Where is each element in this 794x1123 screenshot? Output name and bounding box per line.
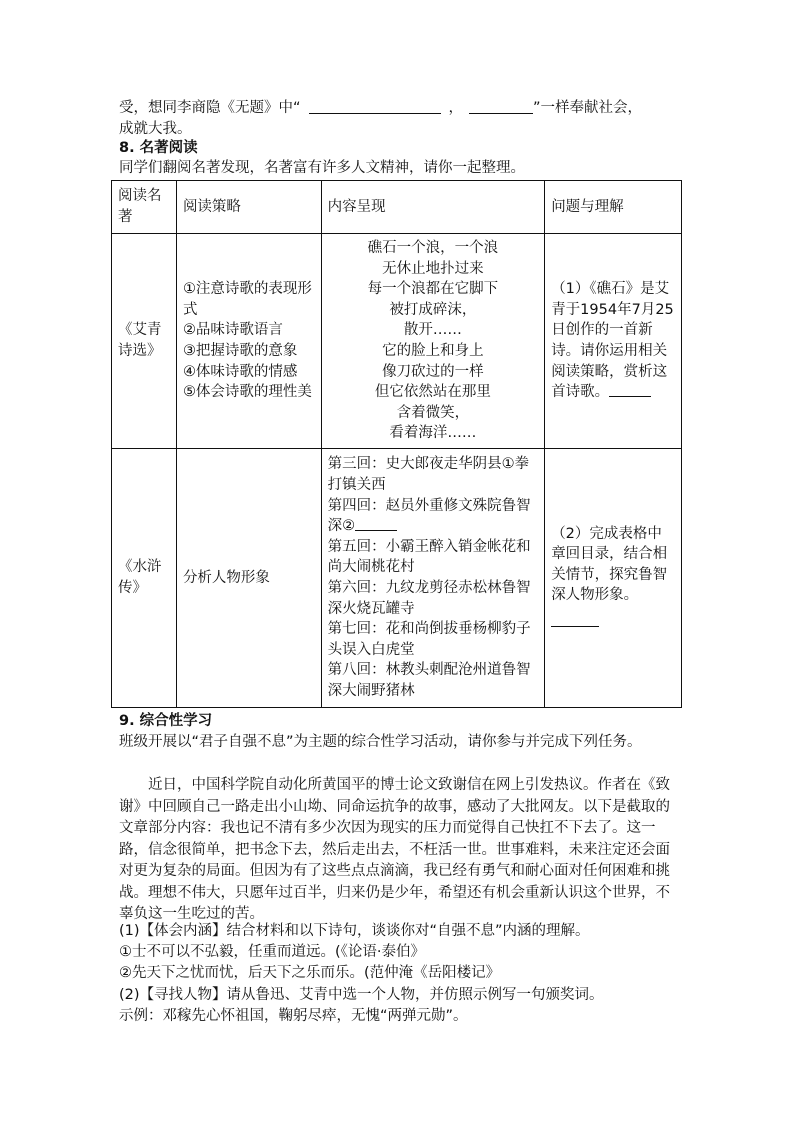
chapter-list xyxy=(321,449,545,708)
chapter-text: 第四回：赵员外重修文殊院鲁智深② xyxy=(327,497,531,535)
poem-line: 像刀砍过的一样 xyxy=(382,363,484,380)
poem-line: 被打成碎沫， xyxy=(389,301,477,318)
question-1-cell xyxy=(545,234,682,449)
reading-table xyxy=(111,180,682,708)
question-2-cell xyxy=(545,449,682,708)
section9-intro: 班级开展以“君子自强不息”为主题的综合性学习活动，请你参与并完成下列任务。 xyxy=(119,734,642,750)
header-book: 阅读名著 xyxy=(112,181,177,234)
strategy-analyze: 分析人物形象 xyxy=(176,449,321,708)
top-line-1 xyxy=(119,98,642,118)
section9-material: 近日，中国科学院自动化所黄国平的博士论文致谢信在网上引发热议。作者在《致谢》中回顾自己一路走出小山坳、同命运抗争的故事，感动了大批网友。以下是截取的文章部分内容：我也记不清有多少次因为现实的压力而觉得自己快扛不下去了。这一路，信念很简单，把书念下去，然后走出去，不枉活一世。世事难料，未来注定还会面对更为复杂的局面。但因为有了这些点点滴滴，我已经有勇气和耐心面对任何困难和挑战。理想不伟大，只愿年过百半，归来仍是少年，希望还有机会重新认识这个世界，不辜负这一生吃过的苦。 xyxy=(119,777,670,922)
chapter-item: 第三回：史大郎夜走华阴县①拳打镇关西 xyxy=(327,456,530,494)
strategy-item: ④体味诗歌的情感 xyxy=(182,363,298,380)
section8-intro: 同学们翻阅名著发现，名著富有许多人文精神，请你一起整理。 xyxy=(119,160,525,176)
answer-blank-1[interactable] xyxy=(309,99,441,114)
poem-line: 含着微笑， xyxy=(396,404,470,421)
strategy-item: ③把握诗歌的意象 xyxy=(182,343,298,359)
example-line: 示例：邓稼先心怀祖国，鞠躬尽瘁，无愧“两弹元勋”。 xyxy=(119,1008,468,1024)
task-2: (2)【寻找人物】请从鲁迅、艾青中选一个人物，并仿照示例写一句颁奖词。 xyxy=(119,987,604,1003)
chapter-item: 第六回：九纹龙剪径赤松林鲁智深火烧瓦罐寺 xyxy=(327,580,531,617)
strategy-item: ①注意诗歌的表现形式 xyxy=(182,281,312,318)
answer-blank-q1[interactable] xyxy=(609,384,651,397)
task-1: (1)【体会内涵】结合材料和以下诗句，谈谈你对“自强不息”内涵的理解。 xyxy=(119,923,590,939)
poem-line: 它的脸上和身上 xyxy=(382,343,484,359)
strategy-list xyxy=(176,234,321,449)
poem-line: 每一个浪都在它脚下 xyxy=(367,281,499,298)
section8-title: 8. 名著阅读 xyxy=(119,140,198,156)
poem-content xyxy=(321,234,545,449)
top-line-2: 成就大我。 xyxy=(119,121,192,137)
question-2: （2）完成表格中章回目录，结合相关情节，探究鲁智深人物形象。 xyxy=(551,525,668,604)
poem-line: 看着海洋…… xyxy=(389,425,477,442)
quote-prefix: 受，想同李商隐《无题》中“ xyxy=(119,100,301,116)
book-aiqing: 《艾青诗选》 xyxy=(112,234,177,449)
header-strategy: 阅读策略 xyxy=(176,181,321,234)
table-header-row xyxy=(112,181,682,234)
quote-poem-1: ①士不可以不弘毅，任重而道远。(《论语·泰伯》 xyxy=(119,944,426,960)
chapter-item: 第八回：林教头刺配沧州道鲁智深大闹野猪林 xyxy=(327,662,531,699)
answer-blank-2[interactable] xyxy=(469,99,533,114)
book-shuihu: 《水浒传》 xyxy=(112,449,177,708)
poem-line: 无休止地扑过来 xyxy=(382,260,484,277)
question-1: （1）《礁石》是艾青于1954年7月25日创作的一首新诗。请你运用相关阅读策略，赏析这首诗歌。 xyxy=(551,281,674,401)
strategy-item: ⑤体会诗歌的理性美 xyxy=(182,384,312,401)
strategy-item: ②品味诗歌语言 xyxy=(182,322,283,339)
quote-poem-2: ②先天下之忧而忧，后天下之乐而乐。(范仲淹《岳阳楼记》 xyxy=(119,965,501,981)
header-content: 内容呈现 xyxy=(321,181,545,234)
quote-comma: ， xyxy=(448,100,464,116)
quote-suffix: ”一样奉献社会， xyxy=(533,100,643,116)
chapter-item xyxy=(328,496,539,537)
chapter-item: 第五回：小霸王醉入销金帐花和尚大闹桃花村 xyxy=(327,538,531,576)
poem-line: 礁石一个浪，一个浪 xyxy=(367,240,499,257)
chapter-item: 第七回：花和尚倒拔垂杨柳豹子头误入白虎堂 xyxy=(327,621,531,658)
poem-line: 但它依然站在那里 xyxy=(374,384,491,401)
section9-title: 9. 综合性学习 xyxy=(119,713,213,729)
answer-blank-q2[interactable] xyxy=(551,614,599,627)
table-row xyxy=(112,234,682,449)
header-question: 问题与理解 xyxy=(545,181,682,234)
poem-line: 散开…… xyxy=(403,322,462,339)
answer-blank-chapter[interactable] xyxy=(355,518,397,531)
table-row xyxy=(112,449,682,708)
